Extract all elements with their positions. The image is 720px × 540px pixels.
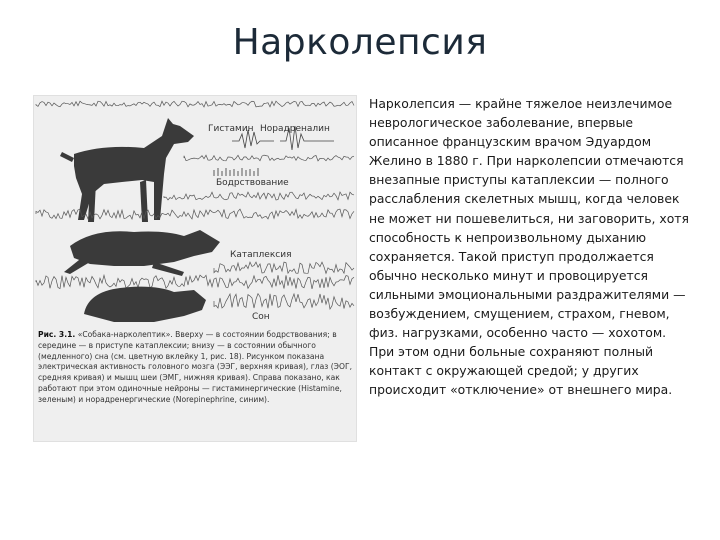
label-histamine: Гистамин (208, 124, 254, 134)
label-noradrenaline: Норадреналин (260, 124, 330, 134)
caption-text: «Собака-нарколептик». Вверху — в состоянии бодрствования; в середине — в приступе катаплексии; внизу — в состоянии обычного (медленного) сна (см. цветную вклейку 1, рис. 18). Рисунком показана электрическая активность головного мозга (ЭЭГ, верхняя кривая), глаз (ЭОГ, средняя кривая) и мышц шеи (ЭМГ, нижняя кривая). Справа показано, как работают при этом одиночные нейроны — гистаминергические (Histamine, зеленым) и норадренергические (Norepinephrine, синим). (38, 330, 352, 404)
caption-lead: Рис. 3.1. (38, 330, 76, 339)
label-wake: Бодрствование (216, 178, 289, 188)
body-text: Нарколепсия — крайне тяжелое неизлечимое неврологическое заболевание, впервые описанное французским врачом Эдуардом Желино в 1880 г. При нарколепсии отмечаются внезапные приступы катаплексии — полного расслабления скелетных мышц, когда человек не может ни пошевелиться, ни заговорить, хотя способность к непроизвольному дыханию сохраняется. Такой приступ продолжается обычно несколько минут и провоцируется сильными эмоциональными раздражителями — возбуждением, смущением, страхом, гневом, физ. нагрузками, особенно часто — хохотом. При этом одни больные сохраняют полный контакт с окружающей средой; у других происходит «отключение» от внешнего мира. (369, 96, 689, 398)
figure-caption (38, 330, 352, 406)
label-sleep: Сон (252, 312, 270, 322)
dog-cataplexy-icon (64, 230, 220, 276)
label-cataplexy: Катаплексия (230, 250, 292, 260)
slide-title: Нарколепсия (232, 22, 488, 63)
wake-spike-train (214, 168, 258, 176)
dog-standing-icon (60, 118, 194, 222)
dog-sleeping-icon (84, 287, 206, 322)
figure-narcoleptic-dog (33, 95, 357, 442)
